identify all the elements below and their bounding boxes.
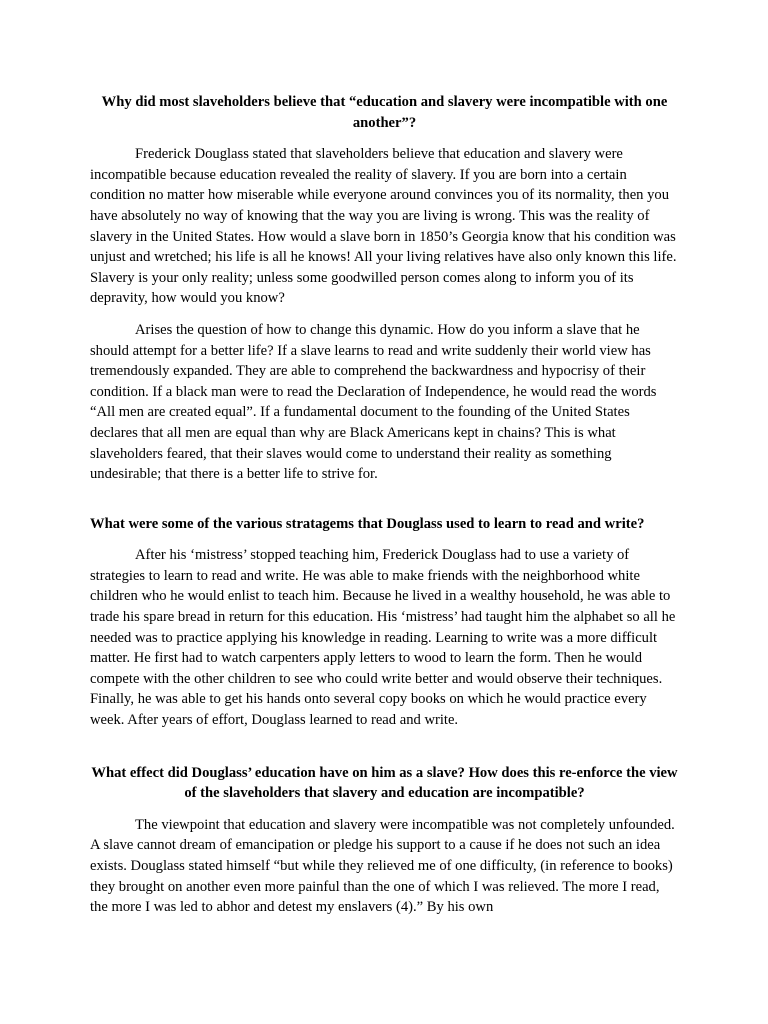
answer-paragraph-3: After his ‘mistress’ stopped teaching him, Frederick Douglass had to use a variety of strategies to learn to read and write. He was able to make friends with the neighborhood white children who he would enlist to teach him. Because he lived in a wealthy household, he was able to trade his spare bread in return for this education. His ‘mistress’ had taught him the alphabet so all he needed was to practice applying his knowledge in reading. Learning to write was a more difficult matter. He first had to watch carpenters apply letters to wood to learn the form. Then he would compete with the other children to see who could write better and would observe their techniques. Finally, he was able to get his hands onto several copy books on which he would practice every week. After years of effort, Douglass learned to read and write. — [90, 547, 676, 729]
answer-paragraph-1: Frederick Douglass stated that slaveholders believe that education and slavery were incompatible because education revealed the reality of slavery. If you are born into a certain condition no matter how miserable while everyone around convinces you of its normality, then you have absolutely no way of knowing that the way you are living is wrong. This was the reality of slavery in the United States. How would a slave born in 1850’s Georgia know that his condition was unjust and wretched; his life is all he knows! All your living relatives have also only known this life. Slavery is your only reality; unless some goodwilled person comes along to inform you of its depravity, how would you know? — [90, 146, 677, 307]
question-heading-1: Why did most slaveholders believe that “education and slavery were incompatible with one another”? — [101, 94, 668, 131]
question-heading-3: What effect did Douglass’ education have on him as a slave? How does this re-enforce the view of the slaveholders that slavery and education are incompatible? — [91, 764, 678, 802]
answer-paragraph-4: The viewpoint that education and slavery were incompatible was not completely unfounded. A slave cannot dream of emancipation or pledge his support to a cause if he does not such an idea exists. Douglass stated himself “but while they relieved me of one difficulty, (in reference to books) they brought on another even more painful than the one of which I was relieved. The more I read, the more I was led to abhor and detest my enslavers (4).” By his own — [90, 816, 675, 916]
document-body — [90, 92, 679, 918]
question-heading-2: What were some of the various stratagems that Douglass used to learn to read and write? — [90, 515, 645, 532]
answer-paragraph-2: Arises the question of how to change this dynamic. How do you inform a slave that he should attempt for a better life? If a slave learns to read and write suddenly their world view has tremendously expanded. They are able to comprehend the backwardness and hypocrisy of their condition. If a black man were to read the Declaration of Independence, he would read the words “All men are created equal”. If a fundamental document to the founding of the United States declares that all men are equal than why are Black Americans kept in chains? This is what slaveholders feared, that their slaves would come to understand their reality as something undesirable; that there is a better life to strive for. — [90, 321, 657, 483]
